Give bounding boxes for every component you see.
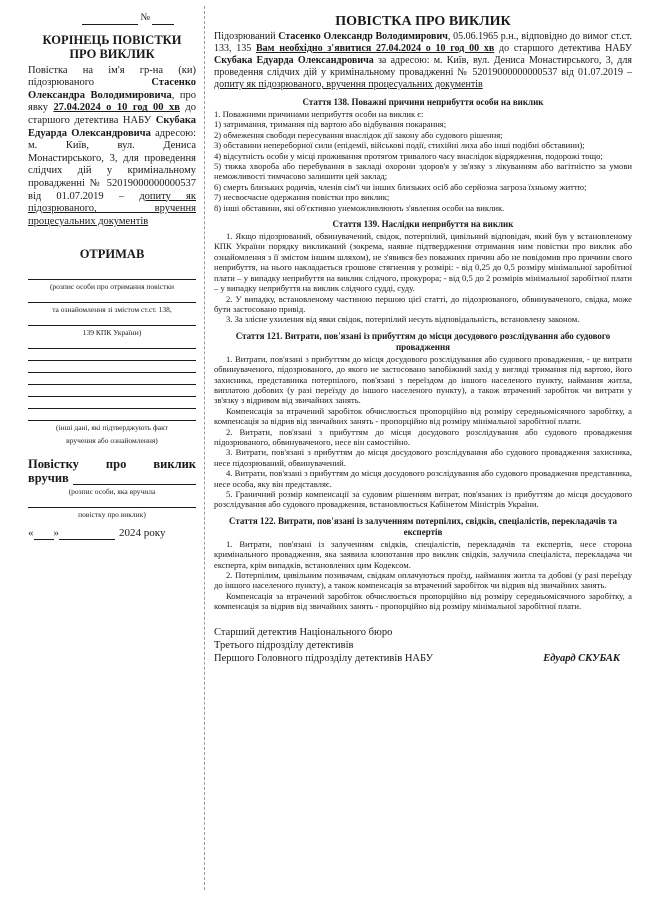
- caption-handed-1: (розпис особи, яка вручила: [68, 486, 156, 496]
- article-121-body: 1. Витрати, пов'язані з прибуттям до місця досудового розслідування або судового провадження, - це витрати обвинуваченого, підозрюваного, до якого не застосовано запобіжний захід у вигляді тримання під вартою, його захисника, представника потерпілого, пов'язані з переїздом до іншого населеного пункту, наймання житла, виплатою добових (у разі переїзду до іншого населеного пункту), а також втрачений заробіток чи витрати у зв'язку з відривом від звичайних занять. Компенсація за втрачений заробіток обчислюється пропорційно від розміру середньомісячного заробітку, а компенсація за відрив від звичайних занять - пропорційно від розміру мінімальної заробітної плати. 2. Витрати, пов'язані з прибуттям до місця досудового розслідування або судового провадження підозрюваного, обвинуваченого, несе він самостійно. 3. Витрати, пов'язані з прибуттям до місця досудового розслідування або судового провадження захисника, несе підозрюваний, обвинувачений. 4. Витрати, пов'язані з прибуттям до місця досудового розслідування або судового провадження представника, несе особа, яку він представляє. 5. Граничний розмір компенсації за судовим рішенням витрат, пов'язаних із прибуттям до місця досудового розслідування або судового провадження, встановлюється Кабінетом Міністрів України.: [214, 353, 632, 510]
- notice-title: ПОВІСТКА ПРО ВИКЛИК: [335, 14, 511, 29]
- article-139-body: 1. Якщо підозрюваний, обвинувачений, свідок, потерпілий, цивільний відповідач, який був у встановленому КПК України порядку викликаний (зокрема, наявне підтвердження отримання ним повістки про виклик або ознайомлення з її змістом іншим шляхом), не з'явився без поважних причин або не повідомив про причини свого неприбуття, на нього накладається грошове стягнення у розмірі: - від 0,25 до 0,5 розміру мінімальної заробітної плати – у випадку неприбуття на виклик слідчого, прокурора; - від 0,5 до 2 розмірів мінімальної заробітної плати – у випадку неприбуття на виклик слідчого судді, суду. 2. У випадку, встановленому частиною першою цієї статті, до підозрюваного, обвинуваченого, свідка, може бути застосовано привід. 3. За злісне ухилення від явки свідок, потерпілий несуть відповідальність, встановлену законом.: [214, 231, 632, 325]
- signature-line-1: Старший детектив Національного бюро: [214, 626, 393, 638]
- caption-handed-2: повістку про виклик): [78, 509, 146, 519]
- cut-line: [204, 6, 205, 890]
- other-line-5: [28, 386, 196, 397]
- notice-main: [214, 14, 632, 890]
- caption-signature: (розпис особи про отримання повістки: [49, 281, 175, 291]
- article-138-title: Стаття 138. Поважні причини неприбуття особи на виклик: [302, 97, 544, 107]
- article-138-body: 1. Поважними причинами неприбуття особи на виклик є: 1) затримання, тримання під вартою або відбування покарання; 2) обмеження свободи пересування внаслідок дії закону або судового рішення; 3) обставини непереборної сили (епідемії, військові події, стихійні лиха або інші подібні обставини); 4) відсутність особи у місці проживання протягом тривалого часу внаслідок відрядження, подорожі тощо; 5) тяжка хвороба або перебування в закладі охорони здоров'я у зв'язку з лікуванням або вагітністю за умови неможливості тимчасово залишити цей заклад; 6) смерть близьких родичів, членів сім'ї чи інших близьких осіб або серйозна загроза їхньому життю; 7) несвоєчасне одержання повістки про виклик; 8) інші обставини, які об'єктивно унеможливлюють з'явлення особи на виклик.: [214, 109, 632, 213]
- other-line-7: [28, 410, 196, 421]
- caption-familiar-1: та ознайомлення зі змістом ст.ст. 138,: [52, 304, 172, 314]
- handed-line: [28, 497, 196, 508]
- article-122-body: 1. Витрати, пов'язані із залученням свідків, спеціалістів, перекладачів та експертів, несе сторона кримінального провадження, яка заявила клопотання про виклик свідків, залучила спеціаліста, перекладача чи експерта, крім випадків, встановлених цим Кодексом. 2. Потерпілим, цивільним позивачам, свідкам оплачуються проїзд, наймання житла та добові (у разі переїзду до іншого населеного пункту), а також компенсація за втрачений заробіток чи відрив від звичайних занять. Компенсація за втрачений заробіток обчислюється пропорційно від розміру середньомісячного заробітку, а компенсація за відрив від звичайних занять - пропорційно від розміру мінімальної заробітної плати.: [214, 538, 632, 612]
- article-139-title: Стаття 139. Наслідки неприбуття на виклик: [332, 219, 514, 230]
- other-line-3: [28, 362, 196, 373]
- familiar-line-2: [28, 315, 196, 326]
- caption-familiar-2: 139 КПК України): [82, 327, 142, 337]
- stub-number: №: [28, 12, 176, 25]
- signature-line-2: Третього підрозділу детективів: [214, 639, 354, 651]
- signatory-name: Едуард СКУБАК: [543, 652, 620, 664]
- caption-other-data-2: вручення або ознайомлення): [66, 435, 158, 445]
- notice-intro: Підозрюваний Стасенко Олександр Володимирович, 05.06.1965 р.н., відповідно до вимог ст.ст. 133, 135 Вам необхідно з'явитися 27.04.2024 о 10 год 00 хв до старшого детектива НАБУ Скубака Едуарда Олександровича за адресою: м. Київ, вул. Дениса Монастирського, 3, для проведення слідчих дій у кримінальному провадженні № 52019000000000537 від 01.07.2019 – допиту як підозрюваного, вручення процесуальних документів: [214, 31, 633, 90]
- signature-line: [28, 269, 196, 280]
- signature-line-3: Першого Головного підрозділу детективів НАБУ: [214, 652, 434, 664]
- handed-title: Повістку про виклик: [28, 456, 196, 471]
- stub-title: КОРІНЕЦЬ ПОВІСТКИ ПРО ВИКЛИК: [42, 32, 182, 61]
- caption-other-data: (інші дані, які підтверджують факт: [56, 422, 168, 432]
- other-line-4: [28, 374, 196, 385]
- notice-stub: [28, 12, 196, 888]
- familiar-line: [28, 292, 196, 303]
- stub-body: Повістка на ім'я гр-на (ки) підозрюваного Стасенко Олександра Володимировича, про явку 27.04.2024 о 10 год 00 хв до старшого детектива НАБУ Скубака Едуарда Олександровича адресою: м. Київ, вул. Дениса Монастирського, 3, для проведення слідчих дій у кримінальному провадженні № 52019000000000537 від 01.07.2019 – допиту як підозрюваного, вручення процесуальних документів: [28, 64, 197, 227]
- other-line-2: [28, 350, 196, 361]
- signature-block: [214, 626, 632, 665]
- article-122-title: Стаття 122. Витрати, пов'язані із залученням потерпілих, свідків, спеціалістів, перекладачів та експертів: [228, 515, 618, 537]
- other-line-1: [28, 338, 196, 349]
- article-121-title: Стаття 121. Витрати, пов'язані із прибуттям до місця досудового розслідування або судового провадження: [235, 330, 611, 352]
- handed-row: вручив: [28, 471, 196, 485]
- other-line-6: [28, 398, 196, 409]
- received-title: ОТРИМАВ: [79, 247, 145, 262]
- stub-date: « » 2024 року: [28, 526, 166, 539]
